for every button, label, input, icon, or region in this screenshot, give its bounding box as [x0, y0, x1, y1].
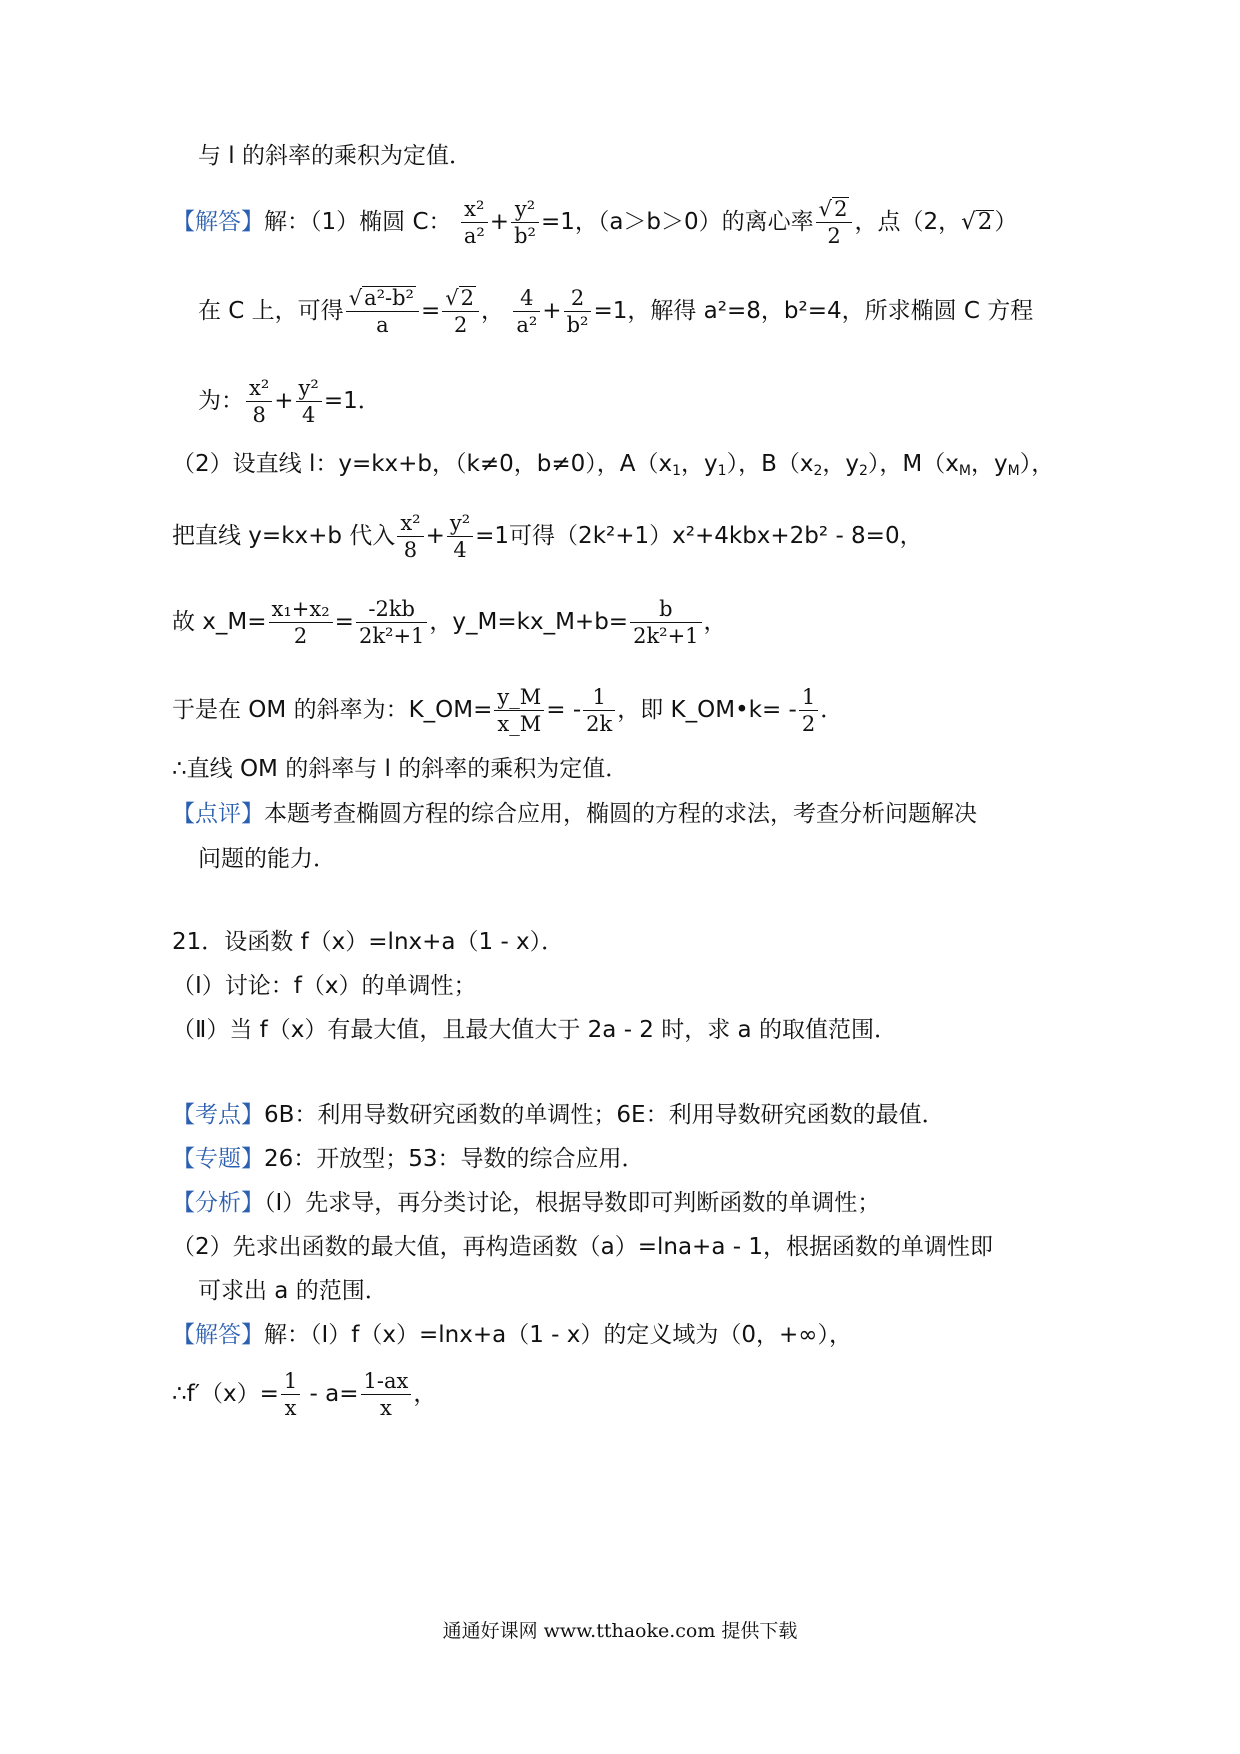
text: =1，解得 a²=8，b²=4，所求椭圆 C 方程	[593, 298, 1034, 324]
zhuanti-tag: 【专题】	[172, 1146, 264, 1172]
text: 解：（Ⅰ）f（x）=lnx+a（1 - x）的定义域为（0，+∞），	[264, 1322, 852, 1348]
fraction: $\frac{b}{\text{2k²+1}}$	[630, 596, 701, 649]
answer-tag: 【解答】	[172, 209, 264, 235]
text: 26：开放型；53：导数的综合应用．	[264, 1146, 645, 1172]
fraction: $\frac{\text{x₁+x₂}}{2}$	[269, 596, 333, 649]
text: =1．	[323, 388, 381, 414]
text: 本题考查椭圆方程的综合应用，椭圆的方程的求法，考查分析问题解决	[264, 801, 977, 827]
kaodian-line	[172, 1098, 945, 1132]
fenxi-line1	[172, 1186, 880, 1220]
text: ，即 K_OM•k=	[617, 697, 782, 723]
text: ．	[820, 697, 844, 723]
fraction: $\frac{y\_M}{x\_M}$	[494, 684, 544, 737]
sol1-line6: 故 x_M= $\frac{\text{x₁+x₂}}{2}$ = $\frac{-2kb}{\text{2k²+1}}$ ，y_M=kx_M+b= $\frac{b}{\text{2k²+1}}$ ，	[172, 597, 727, 648]
comment-tag: 【点评】	[172, 801, 264, 827]
text: （Ⅰ）先求导，再分类讨论，根据导数即可判断函数的单调性；	[264, 1190, 881, 1216]
fraction: $\frac{4}{\text{a²}}$	[513, 285, 540, 338]
sol1-line7: 于是在 OM 的斜率为：K_OM= $\frac{y\_M}{x\_M}$ = - $\frac{1}{2k}$ ，即 K_OM•k= - $\frac{1}{2}$ ．	[172, 685, 844, 736]
sol2-line2	[172, 1368, 436, 1421]
kaodian-tag: 【考点】	[172, 1102, 264, 1128]
fenxi-tag: 【分析】	[172, 1190, 264, 1216]
text: =1可得（2k²+1）x²+4kbx+2b² - 8=0，	[475, 523, 923, 549]
fraction: $\frac{\text{x²}}{8}$	[246, 375, 272, 428]
text: 故 x_M=	[172, 609, 267, 635]
sol1-line5: 把直线 y=kx+b 代入 $\frac{\text{x²}}{8}$ + $\frac{\text{y²}}{4}$ =1可得（2k²+1）x²+4kbx+2b² - 8=0，	[172, 511, 923, 562]
problem21-title: 21．设函数 f（x）=lnx+a（1 - x）．	[172, 929, 565, 955]
text: ∴f′（x）=	[172, 1381, 279, 1407]
sol1-line2: 在 C 上，可得 $\frac{\text{√a²-b²}}{a}$ = $\frac{√2}{2}$ ， $\frac{4}{\text{a²}}$ + $\frac{2}{\text{b²}}$ =1，解得 a²=8，b²=4，所求椭圆 C 方程	[198, 286, 1034, 337]
text: ，y_M=kx_M+b=	[429, 609, 629, 635]
fraction: $\frac{√2}{2}$	[816, 196, 853, 249]
fraction: $\frac{\text{y²}}{4}$	[447, 510, 473, 563]
text: ，	[481, 298, 505, 324]
sol1-line4: （2）设直线 l：y=kx+b，（k≠0，b≠0），$A(x_1$，$y_1$），$B(x_2$，$y_2$），$M(x_M$，$y_M$），	[172, 451, 1055, 479]
fenxi-line3: 可求出 a 的范围．	[198, 1278, 388, 1304]
sol1-line3: 为： $\frac{\text{x²}}{8}$ + $\frac{\text{y²}}{4}$ =1．	[198, 376, 381, 427]
fenxi-line2: （2）先求出函数的最大值，再构造函数（a）=lna+a - 1，根据函数的单调性即	[172, 1234, 993, 1260]
fraction: $\frac{\text{y²}}{4}$	[296, 375, 322, 428]
sol1-line1: 【解答】解：（1）椭圆 C： $\frac{\text{x²}}{\text{a²}}$ + $\frac{\text{y²}}{\text{b²}}$ =1，（a＞b＞0）的离心率 $\frac{√2}{2}$ ，点（2，√2）	[172, 197, 1018, 248]
sol1-line8: ∴直线 OM 的斜率与 l 的斜率的乘积为定值．	[172, 756, 629, 782]
text: 在 C 上，可得	[198, 298, 344, 324]
problem21-part2: （Ⅱ）当 f（x）有最大值，且最大值大于 2a - 2 时，求 a 的取值范围．	[172, 1017, 897, 1043]
text: ）	[994, 209, 1018, 235]
problem21-part1: （Ⅰ）讨论：f（x）的单调性；	[172, 973, 477, 999]
sqrt: √2	[961, 209, 993, 235]
fraction: $\frac{2}{\text{b²}}$	[564, 285, 592, 338]
text: ，	[413, 1381, 437, 1407]
fraction: $\frac{-2kb}{\text{2k²+1}}$	[356, 596, 427, 649]
zhuanti-line	[172, 1142, 645, 1176]
fraction: $\frac{\text{x²}}{\text{a²}}$	[461, 196, 488, 249]
answer-tag: 【解答】	[172, 1322, 264, 1348]
fraction: $\frac{\text{y²}}{\text{b²}}$	[511, 196, 539, 249]
text: 解：（1）椭圆 C：	[264, 209, 452, 235]
text: 把直线 y=kx+b 代入	[172, 523, 396, 549]
text: 6B：利用导数研究函数的单调性；6E：利用导数研究函数的最值．	[264, 1102, 945, 1128]
text: - a=	[302, 1381, 359, 1407]
fraction: $\frac{1}{x}$	[281, 1368, 300, 1421]
comment1-line2: 问题的能力．	[198, 846, 336, 872]
text: =1，（a＞b＞0）的离心率	[540, 209, 814, 235]
fraction: $\frac{\text{x²}}{8}$	[397, 510, 423, 563]
fraction: $\frac{1}{2}$	[799, 684, 818, 737]
fraction: $\frac{√2}{2}$	[442, 285, 479, 338]
comment1-line1	[172, 797, 977, 831]
text: 为：	[198, 388, 244, 414]
page-footer: 通通好课网 www.tthaoke.com 提供下载	[442, 1620, 798, 1642]
fraction: $\frac{1}{2k}$	[583, 684, 615, 737]
sol2-line1	[172, 1318, 852, 1352]
intro-line: 与 l 的斜率的乘积为定值．	[198, 143, 473, 169]
fraction: $\frac{\text{√a²-b²}}{a}$	[346, 285, 419, 338]
text: ，	[703, 609, 727, 635]
text: ，点（2，	[854, 209, 962, 235]
fraction: $\frac{1-ax}{x}$	[361, 1368, 412, 1421]
text: 于是在 OM 的斜率为：K_OM=	[172, 697, 493, 723]
